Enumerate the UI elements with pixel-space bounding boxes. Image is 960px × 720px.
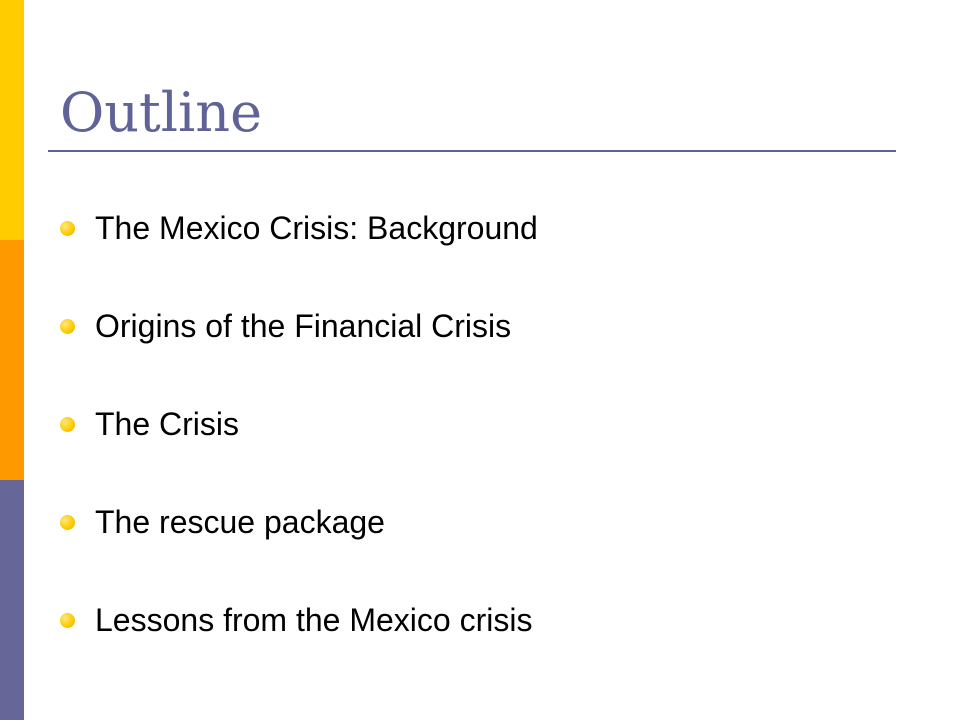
bullet-text: The Mexico Crisis: Background xyxy=(95,209,538,246)
side-bar-orange xyxy=(0,240,24,480)
list-item xyxy=(60,592,538,648)
list-item xyxy=(60,396,538,452)
bullet-text: Lessons from the Mexico crisis xyxy=(95,601,533,638)
side-bar-yellow xyxy=(0,0,24,240)
list-item xyxy=(60,200,538,256)
bullet-icon xyxy=(60,515,75,530)
bullet-icon xyxy=(60,613,75,628)
side-bar-purple xyxy=(0,480,24,720)
slide-title: Outline xyxy=(60,81,263,144)
title-divider xyxy=(48,150,896,152)
bullet-icon xyxy=(60,221,75,236)
bullet-text: Origins of the Financial Crisis xyxy=(95,307,512,344)
bullet-icon xyxy=(60,417,75,432)
bullet-text: The Crisis xyxy=(95,405,240,442)
list-item xyxy=(60,494,538,550)
list-item xyxy=(60,298,538,354)
bullet-list xyxy=(60,200,538,690)
bullet-text: The rescue package xyxy=(95,503,385,540)
bullet-icon xyxy=(60,319,75,334)
